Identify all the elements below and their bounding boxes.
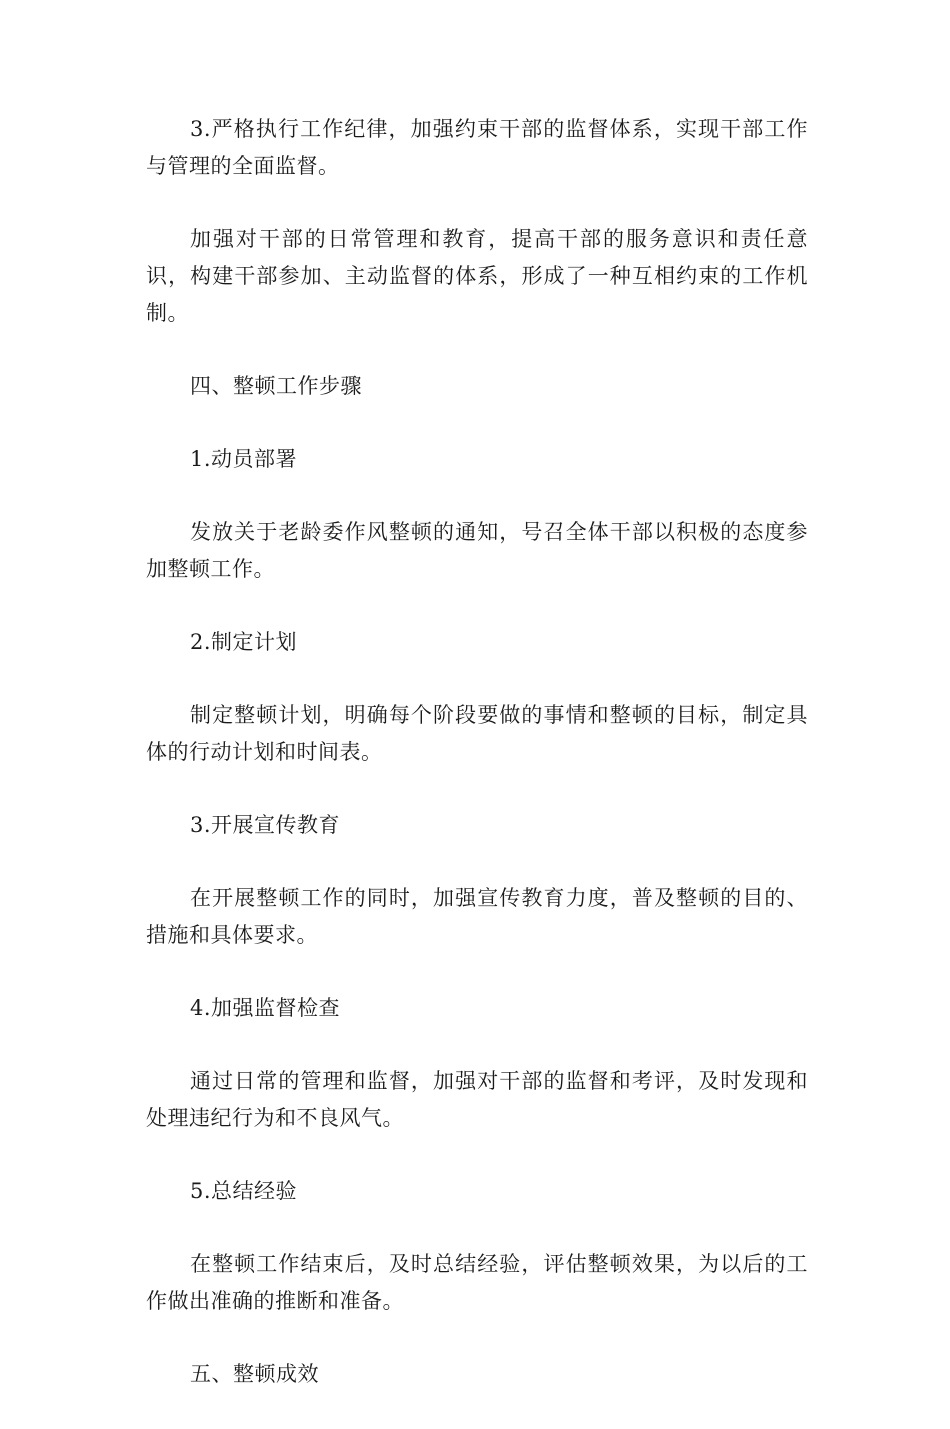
paragraph-plan: 制定整顿计划，明确每个阶段要做的事情和整顿的目标，制定具体的行动计划和时间表。 [146,703,808,764]
paragraph-summary: 在整顿工作结束后，及时总结经验，评估整顿效果，为以后的工作做出准确的推断和准备。 [146,1252,808,1313]
step-heading-mobilize: 1.动员部署 [190,447,298,471]
step-heading-supervision: 4.加强监督检查 [190,996,341,1020]
section-heading-steps: 四、整顿工作步骤 [190,374,362,398]
paragraph-daily-management: 加强对干部的日常管理和教育，提高干部的服务意识和责任意识，构建干部参加、主动监督的体系，形成了一种互相约束的工作机制。 [146,227,808,325]
paragraph-publicity: 在开展整顿工作的同时，加强宣传教育力度，普及整顿的目的、措施和具体要求。 [146,886,808,947]
paragraph-mobilize: 发放关于老龄委作风整顿的通知，号召全体干部以积极的态度参加整顿工作。 [146,520,808,581]
document-body [146,111,808,1429]
step-heading-plan: 2.制定计划 [190,630,298,654]
section-heading-results: 五、整顿成效 [190,1362,319,1386]
paragraph-discipline: 3.严格执行工作纪律，加强约束干部的监督体系，实现干部工作与管理的全面监督。 [146,117,808,178]
paragraph-supervision: 通过日常的管理和监督，加强对干部的监督和考评，及时发现和处理违纪行为和不良风气。 [146,1069,808,1130]
step-heading-publicity: 3.开展宣传教育 [190,813,341,837]
step-heading-summary: 5.总结经验 [190,1179,298,1203]
